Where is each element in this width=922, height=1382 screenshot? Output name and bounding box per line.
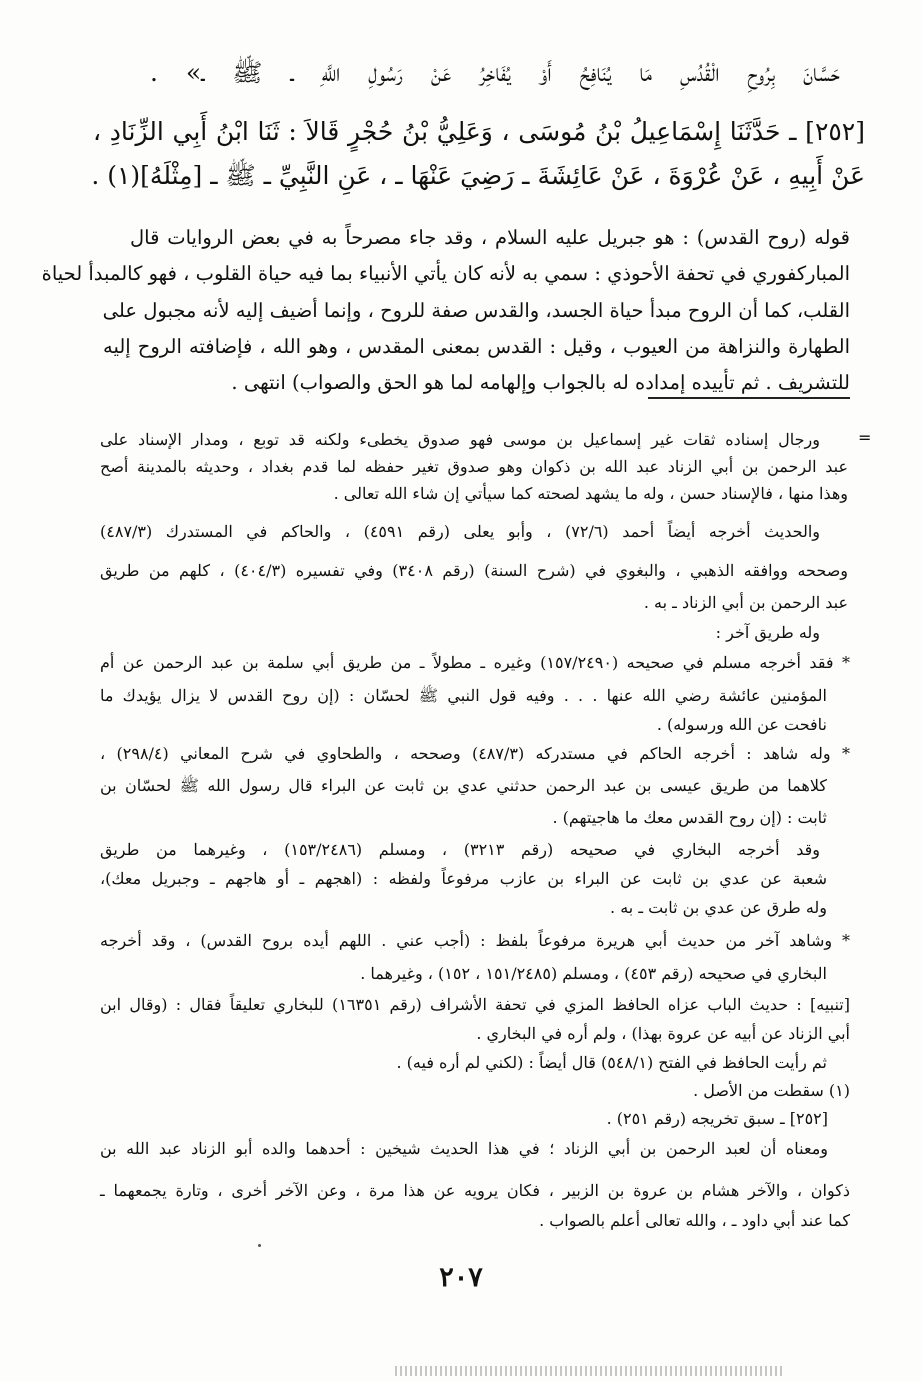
commentary-line: المباركفوري في تحفة الأحوذي : سمي به لأنه كان يأتي الأنبياء بما فيه حياة القلوب ، فهو كالمبدأ لحياة bbox=[41, 262, 850, 285]
footnote-line: ومعناه أن لعبد الرحمن بن أبي الزناد ؛ في هذا الحديث شيخين : أحدهما والده أبو الزناد عبد الله بن bbox=[100, 1139, 828, 1158]
footnote-line: ثابت : (إن روح القدس معك ما هاجيتهم) . bbox=[552, 808, 827, 827]
footnote-line: ورجال إسناده ثقات غير إسماعيل بن موسى فهو صدوق يخطىء ولكنه قد توبع ، ومدار الإسناد على bbox=[100, 430, 820, 449]
speck bbox=[258, 1244, 261, 1247]
footnote-line: (١) سقطت من الأصل . bbox=[693, 1081, 850, 1100]
footnote-line: عبد الرحمن بن أبي الزناد ـ به . bbox=[643, 593, 848, 612]
footnote-line: كما عند أبي داود ـ ، والله تعالى أعلم بالصواب . bbox=[539, 1211, 850, 1230]
footnote-line: والحديث أخرجه أيضاً أحمد (٧٢/٦) ، وأبو يعلى (رقم ٤٥٩١) ، والحاكم في المستدرك (٤٨٧/٣) bbox=[100, 522, 821, 541]
footnote-line: وله طرق عن عدي بن ثابت ـ به . bbox=[610, 898, 827, 917]
hadith-line: [٢٥٢] ـ حَدَّثَنَا إِسْمَاعِيلُ بْنُ مُوسَى ، وَعَلِيُّ بْنُ حُجْرٍ قَالاَ : ثَنَا ابْنُ أَبِي الزِّنَادِ ، bbox=[93, 117, 865, 146]
commentary-line: للتشريف . ثم تأييده إمداده له بالجواب وإلهامه لما هو الحق والصواب) انتهى . bbox=[231, 371, 850, 394]
footnote-line: وصححه ووافقه الذهبي ، والبغوي في (شرح السنة) (رقم ٣٤٠٨) وفي تفسيره (٤٠٤/٣) ، كلهم من طريق bbox=[100, 561, 849, 580]
scan-artifact bbox=[395, 1366, 785, 1376]
footnote-line: البخاري في صحيحه (رقم ٤٥٣) ، ومسلم (١٥١/٢٤٨٥ ، ١٥٢) ، وغيرهما . bbox=[360, 964, 827, 983]
footnote-line: عبد الرحمن بن أبي الزناد عبد الله بن ذكوان وهو صدوق تغير حفظه لما قدم بغداد ، وحديثه بالمدينة أصح bbox=[100, 457, 849, 476]
page-number: ٢٠٧ bbox=[439, 1262, 483, 1293]
continuation-mark: = bbox=[858, 428, 872, 447]
footnote-separator bbox=[648, 397, 850, 399]
commentary-line: القلب، كما أن الروح مبدأ حياة الجسد، والقدس صفة للروح ، وإنما أضيف إليه لأنه مجبول على bbox=[102, 299, 850, 322]
hadith-line: عَنْ أَبِيهِ ، عَنْ عُرْوَةَ ، عَنْ عَائِشَةَ ـ رَضِيَ عَنْهَا ـ ، عَنِ النَّبِيِّ ـ ﷺ ـ [مِثْلَهُ](١) . bbox=[91, 161, 865, 190]
commentary-line: الطهارة والنزاهة من العيوب ، وقيل : القدس بمعنى المقدس ، وهو الله ، فإضافته الروح إليه bbox=[103, 335, 850, 358]
footnote-line: المؤمنين عائشة رضي الله عنها . . . وفيه قول النبي ﷺ لحسّان : (إن روح القدس لا يزال يؤيدك ما bbox=[100, 686, 827, 705]
footnote-line: ثم رأيت الحافظ في الفتح (٥٤٨/١) قال أيضاً : (لكني لم أره فيه) . bbox=[396, 1053, 827, 1072]
commentary-line: قوله (روح القدس) : هو جبريل عليه السلام ، وقد جاء مصرحاً به في بعض الروايات قال bbox=[130, 226, 850, 249]
footnote-line: وقد أخرجه البخاري في صحيحه (رقم ٣٢١٣) ، ومسلم (١٥٣/٢٤٨٦) ، وغيرهما من طريق bbox=[100, 840, 821, 859]
hadith-line: حَسَّانَ بِرُوحِ الْقُدُسِ مَا يُنَافِحُ أَوْ يُفَاخِرُ عَنْ رَسُولِ اللَّهِ ـ ﷺ ـ» . bbox=[150, 58, 840, 87]
footnote-line: أبي الزناد عن أبيه عن عروة بهذا) ، ولم أره في البخاري . bbox=[476, 1024, 850, 1043]
footnote-line: وله طريق آخر : bbox=[715, 623, 820, 642]
footnote-line: [تنبيه] : حديث الباب عزاه الحافظ المزي في تحفة الأشراف (رقم ١٦٣٥١) للبخاري تعليقاً فقال : (وقال ابن bbox=[100, 995, 850, 1014]
footnote-line: ذكوان ، والآخر هشام بن عروة بن الزبير ، فكان يرويه عن هذا مرة ، وعن الآخر أخرى ، وتارة يجمعهما ـ bbox=[100, 1181, 850, 1200]
footnote-line: كلاهما من طريق عيسى بن عبد الرحمن حدثني عدي بن ثابت عن البراء قال رسول الله ﷺ لحسّان بن bbox=[100, 776, 828, 795]
footnote-line: * فقد أخرجه مسلم في صحيحه (١٥٧/٢٤٩٠) وغيره ـ مطولاً ـ من طريق أبي سلمة بن عبد الرحمن عن أم bbox=[100, 653, 851, 672]
footnote-line: * وله شاهد : أخرجه الحاكم في مستدركه (٤٨٧/٣) وصححه ، والطحاوي في شرح المعاني (٢٩٨/٤) ، bbox=[100, 744, 850, 763]
footnote-line: نافحت عن الله ورسوله) . bbox=[656, 715, 827, 734]
footnote-line: * وشاهد آخر من حديث أبي هريرة مرفوعاً بلفظ : (أجب عني . اللهم أيده بروح القدس) ، وقد أخرجه bbox=[100, 931, 850, 950]
footnote-line: [٢٥٢] ـ سبق تخريجه (رقم ٢٥١) . bbox=[606, 1109, 828, 1128]
footnote-line: وهذا منها ، فالإسناد حسن ، وله ما يشهد لصحته كما سيأتي إن شاء الله تعالى . bbox=[333, 484, 848, 503]
footnote-line: شعبة عن عدي بن ثابت عن البراء بن عازب مرفوعاً ولفظه : (اهجهم ـ أو هاجهم ـ وجبريل معك)، bbox=[100, 869, 827, 888]
